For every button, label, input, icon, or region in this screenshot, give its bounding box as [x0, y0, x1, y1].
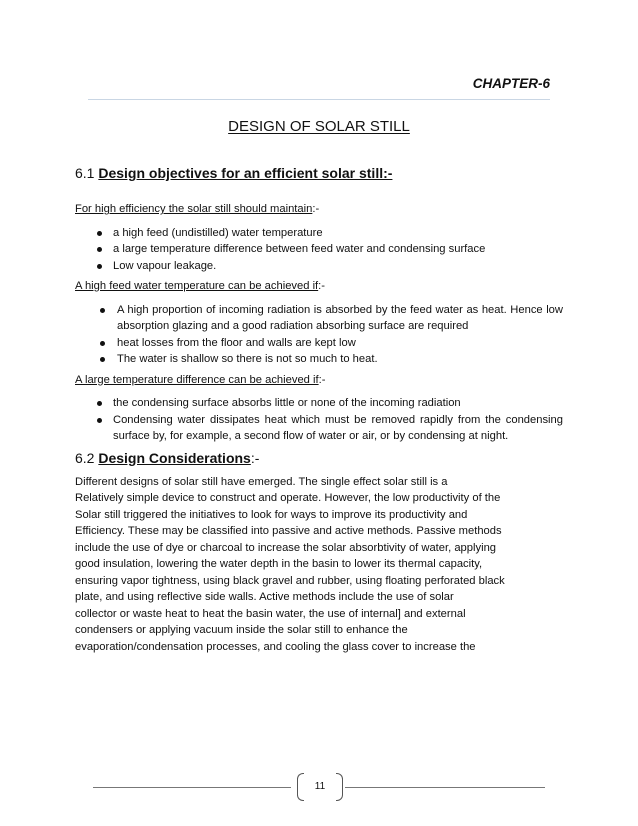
- paragraph-line: Relatively simple device to construct and operate. However, the low productivity of the: [75, 492, 501, 504]
- temp-difference-lead: [75, 372, 563, 389]
- list-item: [75, 395, 563, 412]
- paragraph-line: good insulation, lowering the water depth in the basin to lower its thermal capacity,: [75, 558, 483, 570]
- feed-temp-list: [75, 302, 563, 368]
- list-item-text: Condensing water dissipates heat which must be removed rapidly from the condensing surface by, for example, a second flow of water or air, or by condensing at night.: [113, 413, 563, 442]
- page-title-text: DESIGN OF SOLAR STILL: [228, 118, 410, 135]
- bullet-icon: [97, 264, 102, 269]
- list-item: [75, 302, 563, 335]
- paragraph-line: plate, and using reflective side walls. Active methods include the use of solar: [75, 591, 454, 603]
- section-title-suffix: :-: [250, 449, 260, 466]
- list-item: [75, 241, 563, 258]
- lead-suffix: :-: [318, 373, 326, 386]
- lead-underlined-text: For high efficiency the solar still should maintain: [75, 203, 313, 215]
- list-item-text: A high proportion of incoming radiation is absorbed by the feed water as heat. Hence low absorption glazing and a good radiation absorbing surface are required: [117, 303, 563, 332]
- list-item: [75, 335, 563, 352]
- bullet-icon: [97, 231, 102, 236]
- paragraph-line: Efficiency. These may be classified into passive and active methods. Passive methods: [75, 525, 502, 537]
- page-title: [0, 118, 638, 135]
- footer-rule-left: [93, 787, 291, 788]
- section-6-1-heading: [75, 164, 563, 182]
- lead-suffix: :-: [312, 203, 320, 215]
- bullet-icon: [97, 401, 102, 406]
- section-6-2-heading: [75, 449, 563, 467]
- chapter-label: CHAPTER-6: [472, 76, 550, 91]
- bullet-icon: [97, 418, 102, 423]
- paragraph-line: condensers or applying vacuum inside the solar still to enhance the: [75, 624, 408, 636]
- lead-underlined-text: A high feed water temperature can be achieved if: [75, 280, 319, 292]
- feed-temp-lead: [75, 278, 563, 295]
- list-item-text: a large temperature difference between feed water and condensing surface: [113, 243, 486, 255]
- list-item-text: Low vapour leakage.: [113, 259, 217, 272]
- list-item: [75, 258, 563, 275]
- paragraph-line: Solar still triggered the initiatives to look for ways to improve its productivity and: [75, 508, 468, 521]
- bullet-icon: [100, 308, 105, 313]
- lead-underlined-text: A large temperature difference can be achieved if: [75, 373, 319, 386]
- page-number-box: [297, 773, 343, 801]
- design-considerations-paragraph: [75, 474, 563, 656]
- paragraph-line: include the use of dye or charcoal to increase the solar absorbtivity of water, applying: [75, 541, 497, 554]
- paragraph-line: collector or waste heat to heat the basin water, the use of internal] and external: [75, 607, 466, 620]
- page-number: 11: [314, 781, 326, 792]
- section-title: Design objectives for an efficient solar still:-: [98, 165, 393, 181]
- section-number: 6.1: [75, 165, 95, 181]
- bullet-icon: [100, 341, 105, 346]
- header-rule: [88, 99, 550, 100]
- paragraph-line: evaporation/condensation processes, and cooling the glass cover to increase the: [75, 640, 476, 653]
- right-bracket-icon: [336, 773, 343, 801]
- list-item: [75, 412, 563, 445]
- objectives-list: [75, 225, 563, 275]
- list-item-text: the condensing surface absorbs little or none of the incoming radiation: [113, 397, 461, 409]
- paragraph-line: ensuring vapor tightness, using black gravel and rubber, using floating perforated black: [75, 574, 505, 587]
- list-item: [75, 351, 563, 368]
- objectives-lead: [75, 201, 563, 218]
- paragraph-line: Different designs of solar still have emerged. The single effect solar still is a: [75, 475, 448, 488]
- list-item: [75, 225, 563, 242]
- bullet-icon: [97, 247, 102, 252]
- section-number: 6.2: [75, 449, 95, 466]
- list-item-text: a high feed (undistilled) water temperature: [113, 226, 323, 239]
- lead-suffix: :-: [318, 280, 326, 292]
- temp-difference-list: [75, 395, 563, 445]
- footer-rule-right: [345, 787, 545, 788]
- list-item-text: The water is shallow so there is not so much to heat.: [117, 353, 378, 365]
- document-body: [75, 164, 563, 655]
- list-item-text: heat losses from the floor and walls are kept low: [117, 336, 356, 349]
- bullet-icon: [100, 357, 105, 362]
- section-title: Design Considerations: [98, 449, 251, 466]
